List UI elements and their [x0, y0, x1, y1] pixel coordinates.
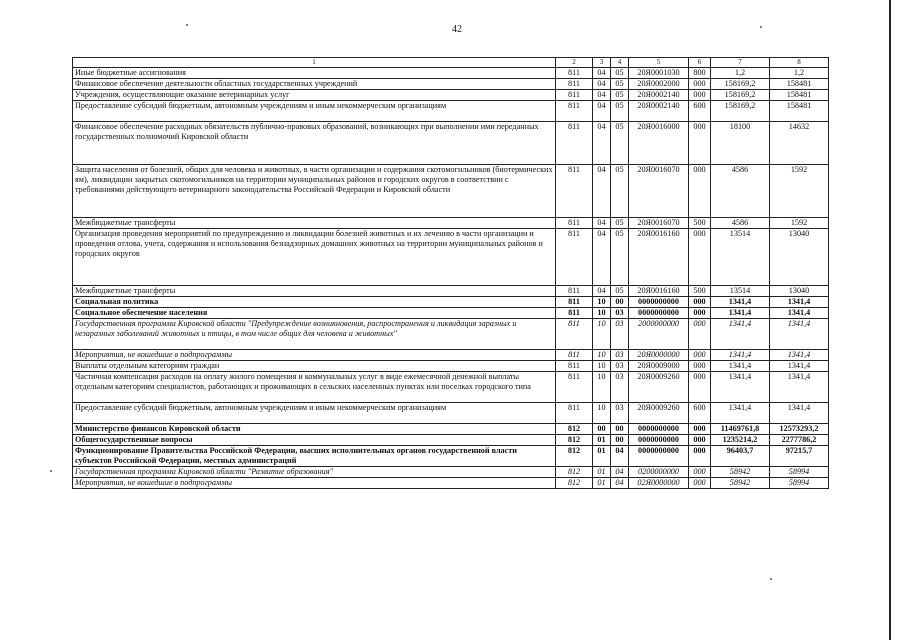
section-cell: 10	[593, 297, 611, 308]
target-article-cell: 0000000000	[629, 424, 689, 435]
amount-year1-cell: 58942	[711, 478, 770, 489]
amount-year2-cell: 1592	[770, 218, 829, 229]
admin-code-cell: 811	[556, 68, 593, 79]
amount-year2-cell: 14632	[770, 122, 829, 165]
expense-type-cell: 000	[689, 308, 711, 319]
row-name-cell: Министерство финансов Кировской области	[73, 424, 556, 435]
target-article-cell: 0000000000	[629, 297, 689, 308]
section-cell: 04	[593, 229, 611, 286]
amount-year1-cell: 1341,4	[711, 319, 770, 350]
table-row	[73, 229, 829, 286]
table-row	[73, 122, 829, 165]
header-cell: 7	[711, 58, 770, 68]
subsection-cell: 05	[611, 286, 629, 297]
section-cell: 01	[593, 446, 611, 467]
admin-code-cell: 811	[556, 90, 593, 101]
header-cell: 4	[611, 58, 629, 68]
table-row	[73, 218, 829, 229]
table-row	[73, 435, 829, 446]
row-name-cell: Предоставление субсидий бюджетным, автономным учреждениям и иным некоммерческим организациям	[73, 403, 556, 424]
amount-year2-cell: 1341,4	[770, 319, 829, 350]
admin-code-cell: 812	[556, 467, 593, 478]
scan-speck	[760, 26, 762, 28]
section-cell: 04	[593, 122, 611, 165]
target-article-cell: 0000000000	[629, 308, 689, 319]
table-row	[73, 424, 829, 435]
page-number: 42	[452, 24, 462, 35]
row-name-cell: Мероприятия, не вошедшие в подпрограммы	[73, 350, 556, 361]
row-name-cell: Функционирование Правительства Российской Федерации, высших исполнительных органов государственной власти субъектов Российской Федерации, местных администраций	[73, 446, 556, 467]
section-cell: 04	[593, 68, 611, 79]
target-article-cell: 02Я0000000	[629, 478, 689, 489]
target-article-cell: 20Я0016070	[629, 218, 689, 229]
expense-type-cell: 000	[689, 319, 711, 350]
table-row	[73, 79, 829, 90]
subsection-cell: 00	[611, 297, 629, 308]
section-cell: 04	[593, 79, 611, 90]
row-name-cell: Межбюджетные трансферты	[73, 286, 556, 297]
row-name-cell: Государственная программа Кировской области "Развитие образования"	[73, 467, 556, 478]
table-row	[73, 467, 829, 478]
row-name-cell: Предоставление субсидий бюджетным, автономным учреждениям и иным некоммерческим организациям	[73, 101, 556, 122]
table-row	[73, 308, 829, 319]
row-name-cell: Общегосударственные вопросы	[73, 435, 556, 446]
row-name-cell: Организация проведения мероприятий по предупреждению и ликвидации болезней животных и их лечению в части организации и проведения отлова, учета, содержания и использования безнадзорных домашних животных на территории муниципальных районов и городских округов	[73, 229, 556, 286]
header-cell: 3	[593, 58, 611, 68]
target-article-cell: 20Я0016160	[629, 229, 689, 286]
amount-year2-cell: 12573293,2	[770, 424, 829, 435]
expense-type-cell: 000	[689, 229, 711, 286]
amount-year2-cell: 97215,7	[770, 446, 829, 467]
amount-year2-cell: 1592	[770, 165, 829, 218]
subsection-cell: 05	[611, 90, 629, 101]
admin-code-cell: 811	[556, 297, 593, 308]
amount-year1-cell: 1235214,2	[711, 435, 770, 446]
header-cell: 2	[556, 58, 593, 68]
row-name-cell: Учреждения, осуществляющие оказание ветеринарных услуг	[73, 90, 556, 101]
subsection-cell: 04	[611, 478, 629, 489]
table-row	[73, 319, 829, 350]
expense-type-cell: 600	[689, 101, 711, 122]
amount-year2-cell: 1341,4	[770, 361, 829, 372]
subsection-cell: 05	[611, 165, 629, 218]
target-article-cell: 20Я0009000	[629, 361, 689, 372]
target-article-cell: 20Я0001030	[629, 68, 689, 79]
amount-year2-cell: 13040	[770, 286, 829, 297]
table-row	[73, 165, 829, 218]
section-cell: 01	[593, 467, 611, 478]
section-cell: 10	[593, 319, 611, 350]
table-body	[73, 58, 829, 489]
expense-type-cell: 000	[689, 467, 711, 478]
target-article-cell: 20Я0000000	[629, 350, 689, 361]
header-cell: 8	[770, 58, 829, 68]
subsection-cell: 03	[611, 372, 629, 403]
target-article-cell: 20Я0009260	[629, 372, 689, 403]
amount-year1-cell: 4586	[711, 218, 770, 229]
admin-code-cell: 812	[556, 424, 593, 435]
admin-code-cell: 811	[556, 165, 593, 218]
subsection-cell: 00	[611, 424, 629, 435]
amount-year1-cell: 158169,2	[711, 79, 770, 90]
admin-code-cell: 811	[556, 286, 593, 297]
amount-year2-cell: 1341,4	[770, 350, 829, 361]
section-cell: 04	[593, 101, 611, 122]
subsection-cell: 03	[611, 308, 629, 319]
target-article-cell: 0000000000	[629, 435, 689, 446]
expense-type-cell: 000	[689, 79, 711, 90]
row-name-cell: Социальная политика	[73, 297, 556, 308]
subsection-cell: 05	[611, 122, 629, 165]
admin-code-cell: 811	[556, 79, 593, 90]
amount-year1-cell: 1341,4	[711, 403, 770, 424]
amount-year1-cell: 1341,4	[711, 308, 770, 319]
admin-code-cell: 811	[556, 403, 593, 424]
amount-year1-cell: 1341,4	[711, 297, 770, 308]
amount-year1-cell: 13514	[711, 286, 770, 297]
row-name-cell: Государственная программа Кировской области "Предупреждение возникновения, распространения и ликвидация заразных и незаразных заболеваний животных и птицы, в том числе общих для человека и животных"	[73, 319, 556, 350]
admin-code-cell: 811	[556, 122, 593, 165]
expense-type-cell: 000	[689, 350, 711, 361]
target-article-cell: 20Я0016160	[629, 286, 689, 297]
amount-year2-cell: 13040	[770, 229, 829, 286]
target-article-cell: 0000000000	[629, 446, 689, 467]
section-cell: 00	[593, 424, 611, 435]
table-row	[73, 478, 829, 489]
table-row	[73, 403, 829, 424]
amount-year2-cell: 158481	[770, 90, 829, 101]
admin-code-cell: 811	[556, 372, 593, 403]
expense-type-cell: 000	[689, 424, 711, 435]
expense-type-cell: 000	[689, 90, 711, 101]
admin-code-cell: 811	[556, 229, 593, 286]
amount-year1-cell: 1341,4	[711, 372, 770, 403]
table-row	[73, 297, 829, 308]
subsection-cell: 03	[611, 403, 629, 424]
row-name-cell: Финансовое обеспечение деятельности областных государственных учреждений	[73, 79, 556, 90]
budget-table	[72, 57, 829, 489]
row-name-cell: Межбюджетные трансферты	[73, 218, 556, 229]
table-row	[73, 350, 829, 361]
amount-year1-cell: 13514	[711, 229, 770, 286]
amount-year2-cell: 158481	[770, 101, 829, 122]
header-row	[73, 58, 829, 68]
row-name-cell: Выплаты отдельным категориям граждан	[73, 361, 556, 372]
section-cell: 10	[593, 308, 611, 319]
scan-edge-line	[889, 0, 891, 640]
admin-code-cell: 811	[556, 101, 593, 122]
expense-type-cell: 800	[689, 68, 711, 79]
section-cell: 10	[593, 372, 611, 403]
expense-type-cell: 000	[689, 122, 711, 165]
admin-code-cell: 811	[556, 350, 593, 361]
subsection-cell: 03	[611, 350, 629, 361]
section-cell: 04	[593, 90, 611, 101]
section-cell: 04	[593, 165, 611, 218]
amount-year1-cell: 11469761,8	[711, 424, 770, 435]
subsection-cell: 05	[611, 68, 629, 79]
section-cell: 01	[593, 435, 611, 446]
scan-speck	[770, 578, 772, 580]
row-name-cell: Мероприятия, не вошедшие в подпрограммы	[73, 478, 556, 489]
table-row	[73, 372, 829, 403]
amount-year1-cell: 158169,2	[711, 90, 770, 101]
target-article-cell: 20Я0009260	[629, 403, 689, 424]
target-article-cell: 20Я0002140	[629, 101, 689, 122]
amount-year1-cell: 1341,4	[711, 350, 770, 361]
table-row	[73, 101, 829, 122]
subsection-cell: 00	[611, 435, 629, 446]
subsection-cell: 03	[611, 319, 629, 350]
amount-year1-cell: 158169,2	[711, 101, 770, 122]
expense-type-cell: 500	[689, 286, 711, 297]
expense-type-cell: 000	[689, 446, 711, 467]
admin-code-cell: 811	[556, 308, 593, 319]
subsection-cell: 05	[611, 229, 629, 286]
admin-code-cell: 812	[556, 446, 593, 467]
admin-code-cell: 811	[556, 319, 593, 350]
section-cell: 10	[593, 403, 611, 424]
expense-type-cell: 000	[689, 435, 711, 446]
expense-type-cell: 000	[689, 372, 711, 403]
subsection-cell: 05	[611, 101, 629, 122]
expense-type-cell: 000	[689, 165, 711, 218]
target-article-cell: 20Я0002140	[629, 90, 689, 101]
amount-year1-cell: 1341,4	[711, 361, 770, 372]
target-article-cell: 20Я0016070	[629, 165, 689, 218]
section-cell: 10	[593, 350, 611, 361]
subsection-cell: 04	[611, 446, 629, 467]
header-cell: 6	[689, 58, 711, 68]
section-cell: 04	[593, 286, 611, 297]
amount-year2-cell: 1341,4	[770, 297, 829, 308]
amount-year2-cell: 1341,4	[770, 308, 829, 319]
amount-year2-cell: 2277786,2	[770, 435, 829, 446]
expense-type-cell: 500	[689, 218, 711, 229]
subsection-cell: 03	[611, 361, 629, 372]
table-row	[73, 90, 829, 101]
admin-code-cell: 812	[556, 478, 593, 489]
section-cell: 01	[593, 478, 611, 489]
amount-year2-cell: 58994	[770, 478, 829, 489]
expense-type-cell: 600	[689, 403, 711, 424]
expense-type-cell: 000	[689, 361, 711, 372]
amount-year2-cell: 1341,4	[770, 403, 829, 424]
amount-year1-cell: 18100	[711, 122, 770, 165]
amount-year2-cell: 58994	[770, 467, 829, 478]
table-row	[73, 361, 829, 372]
subsection-cell: 05	[611, 79, 629, 90]
header-cell: 5	[629, 58, 689, 68]
row-name-cell: Социальное обеспечение населения	[73, 308, 556, 319]
row-name-cell: Частичная компенсация расходов на оплату жилого помещения и коммунальных услуг в виде ежемесячной денежной выплаты отдельным категориям специалистов, работающих и проживающих в сельских населенных пунктах или поселках городского типа	[73, 372, 556, 403]
scan-speck	[186, 24, 188, 26]
row-name-cell: Иные бюджетные ассигнования	[73, 68, 556, 79]
amount-year1-cell: 58942	[711, 467, 770, 478]
row-name-cell: Защита населения от болезней, общих для человека и животных, в части организации и содержания скотомогильников (биотермических ям), ликвидации закрытых скотомогильников на территории муниципальных районов и городских округов в соответствии с требованиями действующего ветеринарного законодательства Российской Федерации и Кировской области	[73, 165, 556, 218]
amount-year2-cell: 158481	[770, 79, 829, 90]
admin-code-cell: 811	[556, 361, 593, 372]
scan-speck	[50, 470, 52, 472]
header-cell: 1	[73, 58, 556, 68]
subsection-cell: 05	[611, 218, 629, 229]
table-row	[73, 68, 829, 79]
target-article-cell: 0200000000	[629, 467, 689, 478]
admin-code-cell: 812	[556, 435, 593, 446]
target-article-cell: 20Я0016000	[629, 122, 689, 165]
expense-type-cell: 000	[689, 297, 711, 308]
target-article-cell: 20Я0002000	[629, 79, 689, 90]
target-article-cell: 2000000000	[629, 319, 689, 350]
amount-year1-cell: 96403,7	[711, 446, 770, 467]
subsection-cell: 04	[611, 467, 629, 478]
amount-year2-cell: 1,2	[770, 68, 829, 79]
amount-year2-cell: 1341,4	[770, 372, 829, 403]
section-cell: 10	[593, 361, 611, 372]
amount-year1-cell: 1,2	[711, 68, 770, 79]
amount-year1-cell: 4586	[711, 165, 770, 218]
admin-code-cell: 811	[556, 218, 593, 229]
section-cell: 04	[593, 218, 611, 229]
row-name-cell: Финансовое обеспечение расходных обязательств публично-правовых образований, возникающих при выполнении ими переданных государственных полномочий Кировской области	[73, 122, 556, 165]
table-row	[73, 446, 829, 467]
expense-type-cell: 000	[689, 478, 711, 489]
table-row	[73, 286, 829, 297]
